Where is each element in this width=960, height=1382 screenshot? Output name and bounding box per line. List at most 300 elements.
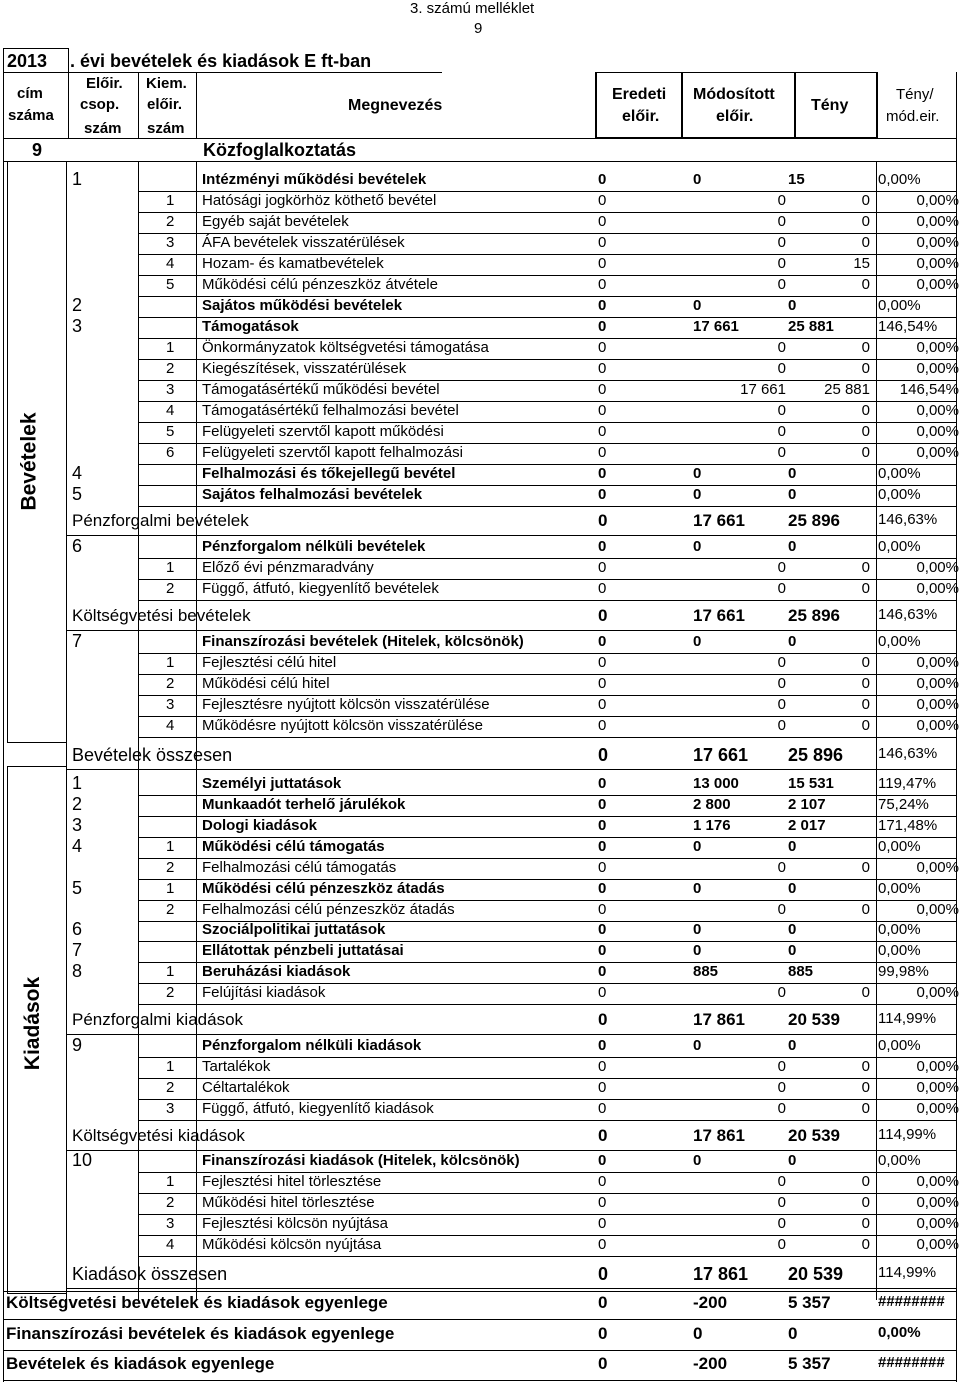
item-number: 2: [166, 859, 175, 876]
row-name: Személyi juttatások: [202, 775, 342, 792]
modositott-value: 0: [693, 297, 702, 314]
modositott-value: 2 800: [693, 796, 731, 813]
total-row-name: Kiadások összesen: [72, 1264, 228, 1284]
pct-value: 0,00%: [916, 213, 959, 230]
teny-value: 0: [861, 580, 870, 597]
teny-value: 25 896: [788, 511, 840, 530]
modositott-value: 17 861: [693, 1264, 749, 1284]
modositott-value: 0: [777, 717, 786, 734]
row-name: Támogatások: [202, 318, 299, 335]
row-divider: [66, 1288, 956, 1289]
teny-value: 0: [788, 486, 797, 503]
modositott-value: 0: [777, 1215, 786, 1232]
eredeti-value: 0: [598, 465, 607, 482]
eredeti-value: 0: [598, 1264, 609, 1284]
teny-value: 2 017: [788, 817, 826, 834]
teny-value: 25 896: [788, 745, 844, 765]
pct-value: 0,00%: [916, 559, 959, 576]
eredeti-value: 0: [598, 444, 607, 461]
teny-value: 0: [788, 942, 797, 959]
row-name: Munkaadót terhelő járulékok: [202, 796, 406, 813]
row-name: Fejlesztésre nyújtott kölcsön visszatérülése: [202, 696, 490, 713]
teny-value: 0: [861, 984, 870, 1001]
col-pct-divider: [876, 161, 877, 1300]
table-title: . évi bevételek és kiadások E ft-ban: [70, 51, 372, 71]
page-number: 9: [474, 20, 483, 37]
section-cim: 9: [32, 140, 43, 160]
item-number: 2: [166, 1194, 175, 1211]
total-row-name: Költségvetési bevételek: [72, 606, 251, 625]
group-number: 1: [72, 773, 83, 793]
modositott-value: 0: [693, 486, 702, 503]
pct-value: 0,00%: [916, 255, 959, 272]
row-name: Működési célú pénzeszköz átvétele: [202, 276, 438, 293]
modositott-value: 0: [777, 654, 786, 671]
eredeti-value: 0: [598, 1152, 607, 1169]
modositott-value: 1 176: [693, 817, 731, 834]
modositott-value: 0: [777, 859, 786, 876]
row-name: Tartalékok: [202, 1058, 271, 1075]
row-name: Támogatásértékű felhalmozási bevétel: [202, 402, 459, 419]
row-name: Fejlesztési kölcsön nyújtása: [202, 1215, 388, 1232]
pct-value: 0,00%: [916, 1079, 959, 1096]
row-name: Hozam- és kamatbevételek: [202, 255, 384, 272]
eredeti-value: 0: [598, 339, 607, 356]
modositott-value: 0: [777, 402, 786, 419]
pct-value: 146,54%: [878, 318, 938, 335]
col-pct-divider: [876, 72, 878, 138]
pct-value: 99,98%: [878, 963, 929, 980]
item-number: 4: [166, 1236, 175, 1253]
teny-value: 0: [861, 1236, 870, 1253]
row-name: Intézményi működési bevételek: [202, 171, 427, 188]
item-number: 3: [166, 696, 175, 713]
header-csop: szám: [84, 120, 122, 137]
item-number: 1: [166, 559, 175, 576]
row-name: Felhalmozási célú pénzeszköz átadás: [202, 901, 455, 918]
group-number: 2: [72, 794, 83, 814]
header-eredeti: előir.: [622, 108, 660, 125]
row-name: Működési célú támogatás: [202, 838, 385, 855]
pct-value: 0,00%: [916, 1215, 959, 1232]
teny-value: 0: [788, 838, 797, 855]
pct-value: 0,00%: [916, 402, 959, 419]
row-divider: [138, 1120, 956, 1121]
balance-pct: ########: [878, 1354, 945, 1371]
eredeti-value: 0: [598, 963, 607, 980]
modositott-value: 0: [693, 465, 702, 482]
pct-value: 0,00%: [916, 192, 959, 209]
item-number: 4: [166, 402, 175, 419]
balance-eredeti: 0: [598, 1293, 608, 1312]
teny-value: 20 539: [788, 1264, 844, 1284]
pct-value: 114,99%: [878, 1126, 937, 1143]
header-modositott: előir.: [716, 108, 754, 125]
teny-value: 0: [861, 859, 870, 876]
pct-value: 0,00%: [916, 984, 959, 1001]
pct-value: 0,00%: [916, 654, 959, 671]
row-name: Beruházási kiadások: [202, 963, 351, 980]
total-row-name: Bevételek összesen: [72, 745, 233, 765]
row-name: Támogatásértékű működési bevétel: [202, 381, 440, 398]
pct-value: 0,00%: [916, 675, 959, 692]
row-name: Működési célú hitel: [202, 675, 330, 692]
row-name: Működési kölcsön nyújtása: [202, 1236, 382, 1253]
frame-bottom: [3, 1380, 956, 1381]
eredeti-value: 0: [598, 838, 607, 855]
pct-value: 119,47%: [878, 775, 937, 792]
item-number: 2: [166, 675, 175, 692]
col-eredeti-divider: [595, 72, 597, 138]
side-box-top: [7, 766, 66, 767]
teny-value: 0: [861, 1194, 870, 1211]
pct-value: 0,00%: [916, 901, 959, 918]
balance-top: [3, 1291, 956, 1292]
modositott-value: 17 661: [693, 318, 739, 335]
teny-value: 0: [861, 444, 870, 461]
teny-value: 0: [861, 402, 870, 419]
col-teny-divider: [794, 72, 796, 138]
teny-value: 0: [861, 213, 870, 230]
eredeti-value: 0: [598, 318, 607, 335]
item-number: 2: [166, 1079, 175, 1096]
eredeti-value: 0: [598, 402, 607, 419]
pct-value: 146,63%: [878, 606, 938, 623]
item-number: 1: [166, 339, 175, 356]
item-number: 2: [166, 213, 175, 230]
pct-value: 146,63%: [878, 745, 938, 762]
modositott-value: 17 661: [693, 511, 745, 530]
eredeti-value: 0: [598, 775, 607, 792]
modositott-value: 17 661: [740, 381, 786, 398]
eredeti-value: 0: [598, 1173, 607, 1190]
balance-pct: ########: [878, 1293, 945, 1310]
pct-value: 0,00%: [916, 1058, 959, 1075]
balance-name: Költségvetési bevételek és kiadások egyenlege: [6, 1293, 388, 1312]
teny-value: 20 539: [788, 1126, 840, 1145]
item-number: 3: [166, 1215, 175, 1232]
modositott-value: 0: [777, 1079, 786, 1096]
item-number: 2: [166, 360, 175, 377]
col-mod-divider: [681, 72, 683, 138]
modositott-value: 0: [777, 360, 786, 377]
eredeti-value: 0: [598, 538, 607, 555]
balance-pct: 0,00%: [878, 1324, 921, 1341]
row-name: Felhalmozási és tőkejellegű bevétel: [202, 465, 456, 482]
row-name: Pénzforgalom nélküli kiadások: [202, 1037, 422, 1054]
balance-teny: 0: [788, 1324, 798, 1343]
total-row-name: Pénzforgalmi kiadások: [72, 1010, 244, 1029]
teny-value: 0: [861, 1173, 870, 1190]
side-label-expense: Kiadások: [21, 976, 45, 1071]
row-divider: [66, 1150, 956, 1151]
eredeti-value: 0: [598, 1194, 607, 1211]
modositott-value: 0: [777, 1100, 786, 1117]
teny-value: 0: [861, 1215, 870, 1232]
item-number: 2: [166, 901, 175, 918]
group-number: 7: [72, 631, 83, 651]
row-divider: [66, 1034, 956, 1035]
pct-value: 0,00%: [916, 1100, 959, 1117]
row-divider: [138, 600, 956, 601]
header-cim: cím: [17, 85, 43, 102]
item-number: 1: [166, 838, 175, 855]
col-cim-divider: [68, 48, 69, 138]
row-divider: [66, 630, 956, 631]
eredeti-value: 0: [598, 606, 608, 625]
pct-value: 0,00%: [878, 171, 921, 188]
modositott-value: 0: [777, 1236, 786, 1253]
row-name: Függő, átfutó, kiegyenlítő kiadások: [202, 1100, 434, 1117]
row-name: Szociálpolitikai juttatások: [202, 921, 386, 938]
eredeti-value: 0: [598, 559, 607, 576]
pct-value: 0,00%: [878, 1037, 921, 1054]
pct-value: 114,99%: [878, 1264, 937, 1281]
group-number: 5: [72, 484, 83, 504]
eredeti-value: 0: [598, 360, 607, 377]
modositott-value: 0: [777, 255, 786, 272]
header-csop: Előir.: [86, 75, 123, 92]
pct-value: 0,00%: [916, 580, 959, 597]
modositott-value: 0: [693, 838, 702, 855]
row-name: Finanszírozási kiadások (Hitelek, kölcsönök): [202, 1152, 520, 1169]
group-number: 10: [72, 1150, 93, 1170]
eredeti-value: 0: [598, 276, 607, 293]
row-name: Fejlesztési célú hitel: [202, 654, 337, 671]
eredeti-value: 0: [598, 921, 607, 938]
frame-top: [3, 48, 68, 49]
item-number: 1: [166, 963, 175, 980]
row-divider: [138, 506, 956, 507]
side-col-left: [7, 766, 8, 1293]
header-bottom: [3, 138, 956, 139]
teny-value: 0: [788, 465, 797, 482]
group-number: 6: [72, 536, 83, 556]
pct-value: 0,00%: [916, 276, 959, 293]
row-name: Előző évi pénzmaradvány: [202, 559, 374, 576]
section-name: Közfoglalkoztatás: [203, 140, 357, 160]
row-name: Céltartalékok: [202, 1079, 290, 1096]
teny-value: 20 539: [788, 1010, 840, 1029]
teny-value: 15 531: [788, 775, 834, 792]
group-number: 5: [72, 878, 83, 898]
item-number: 2: [166, 580, 175, 597]
modositott-value: 0: [777, 192, 786, 209]
modositott-value: 0: [777, 675, 786, 692]
balance-divider: [3, 1350, 956, 1351]
teny-value: 0: [861, 423, 870, 440]
teny-value: 0: [861, 1058, 870, 1075]
eredeti-value: 0: [598, 901, 607, 918]
row-name: Felügyeleti szervtől kapott felhalmozási: [202, 444, 463, 461]
pct-value: 146,63%: [878, 511, 938, 528]
group-number: 3: [72, 815, 83, 835]
item-number: 1: [166, 1058, 175, 1075]
modositott-value: 0: [777, 984, 786, 1001]
pct-value: 0,00%: [916, 423, 959, 440]
group-number: 2: [72, 295, 83, 315]
teny-value: 0: [788, 880, 797, 897]
group-number: 6: [72, 919, 83, 939]
pct-value: 0,00%: [878, 465, 921, 482]
teny-value: 0: [788, 538, 797, 555]
pct-value: 146,54%: [899, 381, 959, 398]
group-number: 4: [72, 463, 83, 483]
modositott-value: 0: [693, 538, 702, 555]
eredeti-value: 0: [598, 234, 607, 251]
pct-value: 0,00%: [878, 921, 921, 938]
eredeti-value: 0: [598, 423, 607, 440]
teny-value: 0: [861, 717, 870, 734]
item-number: 2: [166, 984, 175, 1001]
item-number: 1: [166, 880, 175, 897]
teny-value: 15: [853, 255, 870, 272]
teny-value: 0: [861, 1079, 870, 1096]
modositott-value: 17 861: [693, 1126, 745, 1145]
teny-value: 0: [861, 339, 870, 356]
modositott-value: 0: [693, 171, 702, 188]
row-name: Egyéb saját bevételek: [202, 213, 349, 230]
eredeti-value: 0: [598, 675, 607, 692]
total-row-name: Pénzforgalmi bevételek: [72, 511, 249, 530]
eredeti-value: 0: [598, 1100, 607, 1117]
item-number: 3: [166, 234, 175, 251]
eredeti-value: 0: [598, 745, 609, 765]
header-box-top: [595, 72, 876, 73]
group-number: 1: [72, 169, 83, 189]
header-kiem: előir.: [147, 96, 183, 113]
modositott-value: 0: [777, 901, 786, 918]
eredeti-value: 0: [598, 1126, 608, 1145]
balance-eredeti: 0: [598, 1354, 608, 1373]
teny-value: 0: [861, 234, 870, 251]
eredeti-value: 0: [598, 486, 607, 503]
teny-value: 0: [788, 633, 797, 650]
year-cell: 2013: [7, 51, 48, 71]
pct-value: 0,00%: [916, 360, 959, 377]
modositott-value: 17 861: [693, 1010, 745, 1029]
teny-value: 0: [861, 675, 870, 692]
eredeti-value: 0: [598, 984, 607, 1001]
group-number: 4: [72, 836, 83, 856]
row-name: Felügyeleti szervtől kapott működési: [202, 423, 444, 440]
eredeti-value: 0: [598, 1215, 607, 1232]
pct-value: 0,00%: [878, 838, 921, 855]
balance-name: Bevételek és kiadások egyenlege: [6, 1354, 275, 1373]
eredeti-value: 0: [598, 213, 607, 230]
row-divider: [138, 1256, 956, 1257]
pct-value: 0,00%: [916, 696, 959, 713]
item-number: 3: [166, 381, 175, 398]
item-number: 1: [166, 1173, 175, 1190]
eredeti-value: 0: [598, 880, 607, 897]
modositott-value: 0: [777, 1194, 786, 1211]
modositott-value: 17 661: [693, 745, 749, 765]
pct-value: 114,99%: [878, 1010, 937, 1027]
modositott-value: 0: [693, 1037, 702, 1054]
modositott-value: 0: [693, 1152, 702, 1169]
balance-modositott: 0: [693, 1324, 703, 1343]
pct-value: 0,00%: [878, 633, 921, 650]
modositott-value: 0: [777, 1173, 786, 1190]
modositott-value: 0: [693, 633, 702, 650]
row-name: Kiegészítések, visszatérülések: [202, 360, 407, 377]
teny-value: 0: [788, 1037, 797, 1054]
pct-value: 0,00%: [916, 339, 959, 356]
header-pct: Tény/: [896, 86, 934, 103]
teny-value: 0: [861, 654, 870, 671]
total-row-name: Költségvetési kiadások: [72, 1126, 245, 1145]
col-csop-divider: [138, 72, 139, 138]
pct-value: 0,00%: [916, 859, 959, 876]
modositott-value: 0: [693, 880, 702, 897]
modositott-value: 0: [777, 339, 786, 356]
eredeti-value: 0: [598, 859, 607, 876]
row-name: Működési hitel törlesztése: [202, 1194, 375, 1211]
eredeti-value: 0: [598, 1010, 608, 1029]
pct-value: 0,00%: [916, 234, 959, 251]
row-name: Felhalmozási célú támogatás: [202, 859, 397, 876]
item-number: 1: [166, 192, 175, 209]
row-name: Hatósági jogkörhöz köthető bevétel: [202, 192, 437, 209]
col-kiem-divider: [196, 72, 197, 138]
row-divider: [66, 769, 956, 770]
pct-value: 0,00%: [878, 297, 921, 314]
teny-value: 0: [788, 297, 797, 314]
modositott-value: 0: [777, 1058, 786, 1075]
balance-eredeti: 0: [598, 1324, 608, 1343]
side-box-bottom: [7, 742, 66, 743]
eredeti-value: 0: [598, 297, 607, 314]
row-divider: [138, 1004, 956, 1005]
modositott-value: 0: [777, 213, 786, 230]
modositott-value: 885: [693, 963, 719, 980]
pct-value: 0,00%: [878, 538, 921, 555]
row-divider: [138, 737, 956, 738]
modositott-value: 0: [777, 580, 786, 597]
item-number: 4: [166, 717, 175, 734]
teny-value: 25 881: [788, 318, 834, 335]
balance-name: Finanszírozási bevételek és kiadások egyenlege: [6, 1324, 395, 1343]
item-number: 3: [166, 1100, 175, 1117]
pct-value: 0,00%: [916, 1194, 959, 1211]
row-name: Működésre nyújtott kölcsön visszatérülése: [202, 717, 483, 734]
title-bottom: [3, 72, 68, 73]
item-number: 4: [166, 255, 175, 272]
item-number: 5: [166, 276, 175, 293]
pct-value: 0,00%: [916, 1236, 959, 1253]
side-col-right: [66, 161, 67, 1300]
teny-value: 0: [861, 696, 870, 713]
eredeti-value: 0: [598, 796, 607, 813]
teny-value: 0: [861, 559, 870, 576]
eredeti-value: 0: [598, 192, 607, 209]
col-item-divider: [138, 161, 139, 1300]
teny-value: 0: [788, 1152, 797, 1169]
teny-value: 885: [788, 963, 814, 980]
modositott-value: 17 661: [693, 606, 745, 625]
eredeti-value: 0: [598, 381, 607, 398]
row-name: Sajátos működési bevételek: [202, 297, 403, 314]
pct-value: 0,00%: [916, 444, 959, 461]
frame-left: [3, 48, 4, 1382]
modositott-value: 0: [777, 276, 786, 293]
modositott-value: 13 000: [693, 775, 739, 792]
modositott-value: 0: [777, 559, 786, 576]
pct-value: 0,00%: [878, 880, 921, 897]
eredeti-value: 0: [598, 1058, 607, 1075]
annex-label: 3. számú melléklet: [410, 0, 535, 17]
